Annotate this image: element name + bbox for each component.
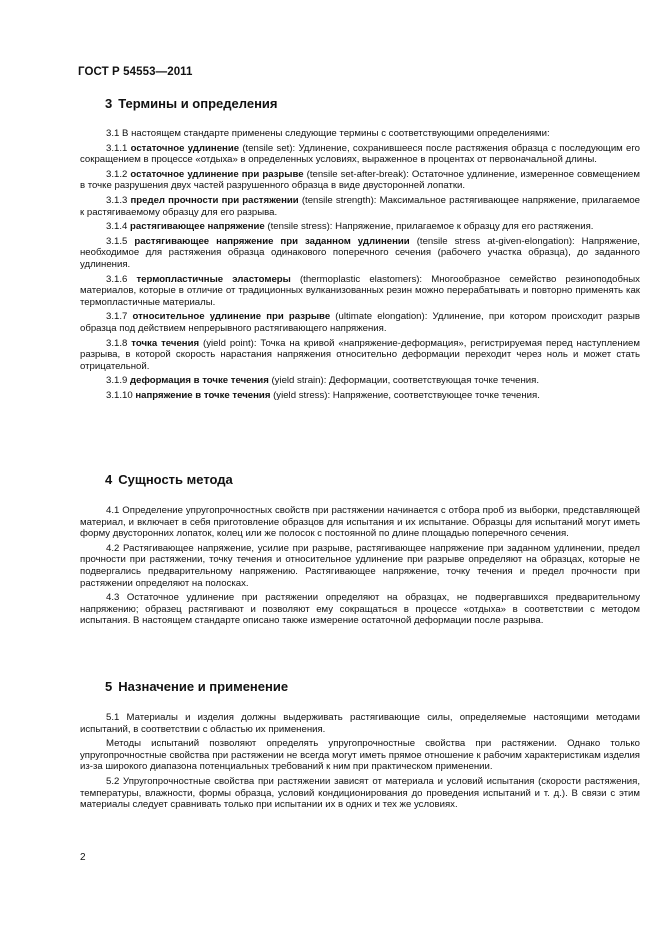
- term-definition: 3.1.5 растягивающее напряжение при заданном удлинении (tensile stress at-given-elongation): Напряжение, необходимое для растяжения образца одинакового поперечного сечения (рабочего участка образца), до заданного удлинения.: [80, 235, 640, 270]
- term: напряжение в точке течения: [135, 389, 271, 401]
- term: точка течения: [131, 337, 200, 349]
- section-number: 3: [105, 96, 113, 111]
- term: растягивающее напряжение при заданном удлинении: [134, 235, 410, 247]
- section-title: Сущность метода: [118, 472, 233, 487]
- section-number: 4: [105, 472, 113, 487]
- page-number: 2: [80, 852, 86, 863]
- term-definition: 3.1.1 остаточное удлинение (tensile set): Удлинение, сохранившееся после растяжения образца с последующим его сокращением в процессе «отдыха» в определенных условиях, выраженное в процентах от первоначальной длины.: [80, 142, 641, 166]
- paragraph: Методы испытаний позволяют определять упругопрочностные свойства при растяжении. Однако только упругопрочностные свойства при растяжении не всегда могут иметь прямое отношение к рабочим характеристикам изделия из-за широкого диапазона потенциальных требований к ним при практическом применении.: [80, 738, 640, 773]
- section-body-4: [80, 505, 640, 630]
- term: растягивающее напряжение: [130, 221, 265, 233]
- term: деформация в точке течения: [130, 375, 269, 387]
- term-definition: 3.1.9 деформация в точке течения (yield strain): Деформации, соответствующая точке течения.: [106, 375, 539, 387]
- paragraph: 3.1 В настоящем стандарте применены следующие термины с соответствующими определениями:: [106, 128, 550, 139]
- section-heading-3: [105, 96, 278, 111]
- section-heading-4: [105, 472, 233, 487]
- section-body-5: [80, 712, 640, 814]
- paragraph: 5.1 Материалы и изделия должны выдерживать растягивающие силы, определяемые настоящими методами испытаний, в соответствии с областью их применения.: [80, 712, 640, 735]
- paragraph: 5.2 Упругопрочностные свойства при растяжении зависят от материала и условий испытания (скорости растяжения, температуры, влажности, формы образца, условий кондиционирования до проведения испытаний и т. д.). В связи с этим материалы следует сравнивать только при испытании их в одних и тех же условиях.: [80, 775, 640, 811]
- section-title: Термины и определения: [118, 96, 278, 111]
- paragraph: 4.2 Растягивающее напряжение, усилие при разрыве, растягивающее напряжение при заданном удлинении, предел прочности при растяжении, точку течения и относительное удлинение при разрыве определяют на образцах, которые не подвергались предварительному напряжению. Растягивающее напряжение, точку течения и предел прочности при растяжении определяют на полосках.: [80, 542, 640, 589]
- section-number: 5: [105, 679, 113, 694]
- section-body-3: [80, 128, 640, 404]
- term-definition: 3.1.7 относительное удлинение при разрыве (ultimate elongation): Удлинение, при котором происходит разрыв образца под действием непрерывного растягивающего напряжения.: [80, 311, 640, 334]
- term-definition: 3.1.6 термопластичные эластомеры (thermoplastic elastomers): Многообразное семейство резиноподобных материалов, которые в отличие от традиционных вулканизованных резин можно перерабатывать и повторно применять как термопластичные материалы.: [80, 273, 640, 308]
- term: остаточное удлинение: [130, 142, 240, 154]
- section-title: Назначение и применение: [118, 679, 289, 694]
- paragraph: 4.1 Определение упругопрочностных свойств при растяжении начинается с отбора проб из выборки, представляющей материал, и включает в себя приготовление образцов для испытания и их испытание. Образцы для испытаний могут иметь форму двусторонних лопаток, колец или же полосок с постоянной по длине площадью поперечного сечения.: [80, 505, 640, 540]
- term: остаточное удлинение при разрыве: [130, 168, 304, 180]
- document-header: ГОСТ Р 54553—2011: [78, 66, 193, 78]
- term-definition: 3.1.10 напряжение в точке течения (yield stress): Напряжение, соответствующее точке течения.: [106, 389, 540, 401]
- term-definition: 3.1.8 точка течения (yield point): Точка на кривой «напряжение-деформация», регистрируемая перед наступлением разрыва, в которой скорость нарастания напряжения относительно деформации переходит через ноль и может стать отрицательной.: [80, 337, 640, 372]
- term: предел прочности при растяжении: [130, 194, 299, 206]
- term: термопластичные эластомеры: [136, 273, 291, 285]
- term: относительное удлинение при разрыве: [132, 311, 331, 323]
- paragraph: 4.3 Остаточное удлинение при растяжении определяют на образцах, не подвергавшихся предварительному напряжению; образец растягивают и позволяют ему сокращаться в процессе «отдыха» в соответствии с методом испытания. В настоящем стандарте описано также измерение остаточной деформации после разрыва.: [80, 592, 640, 627]
- section-heading-5: [105, 679, 288, 694]
- term-definition: 3.1.2 остаточное удлинение при разрыве (tensile set-after-break): Остаточное удлинение, измеренное совмещением в точке разрушения двух частей разрушенного образца в виде двусторонней лопатки.: [80, 168, 640, 192]
- term-definition: 3.1.3 предел прочности при растяжении (tensile strength): Максимальное растягивающее напряжение, прилагаемое к растягиваемому образцу для его разрыва.: [80, 194, 640, 218]
- term-definition: 3.1.4 растягивающее напряжение (tensile stress): Напряжение, прилагаемое к образцу для его растяжения.: [106, 221, 594, 233]
